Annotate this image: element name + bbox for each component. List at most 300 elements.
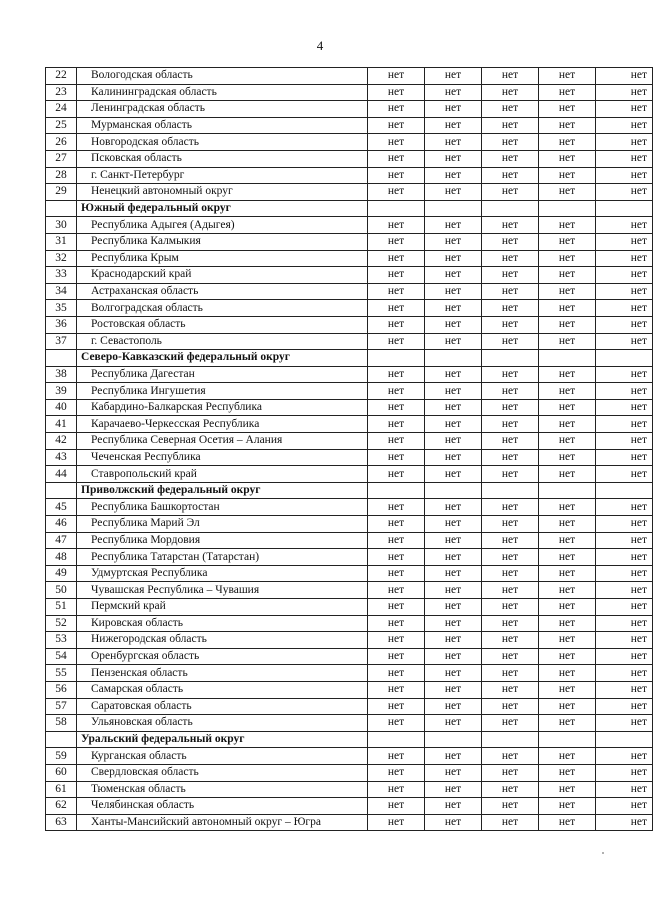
row-number: 50 bbox=[46, 582, 77, 599]
value-cell: нет bbox=[368, 449, 425, 466]
value-cell: нет bbox=[425, 101, 482, 118]
row-number: 44 bbox=[46, 466, 77, 483]
region-row bbox=[46, 316, 653, 333]
empty-cell bbox=[368, 200, 425, 217]
value-cell: нет bbox=[596, 599, 653, 616]
value-cell: нет bbox=[425, 150, 482, 167]
empty-cell bbox=[482, 200, 539, 217]
region-row bbox=[46, 217, 653, 234]
region-row bbox=[46, 134, 653, 151]
row-number: 53 bbox=[46, 632, 77, 649]
value-cell: нет bbox=[482, 798, 539, 815]
region-row bbox=[46, 117, 653, 134]
region-row bbox=[46, 283, 653, 300]
value-cell: нет bbox=[368, 250, 425, 267]
region-name: Республика Калмыкия bbox=[77, 233, 368, 250]
row-number: 30 bbox=[46, 217, 77, 234]
empty-cell bbox=[539, 350, 596, 367]
value-cell: нет bbox=[539, 648, 596, 665]
row-number: 56 bbox=[46, 681, 77, 698]
value-cell: нет bbox=[596, 516, 653, 533]
value-cell: нет bbox=[368, 267, 425, 284]
value-cell: нет bbox=[425, 516, 482, 533]
region-name: Республика Марий Эл bbox=[77, 516, 368, 533]
region-row bbox=[46, 565, 653, 582]
region-row bbox=[46, 582, 653, 599]
row-number: 58 bbox=[46, 715, 77, 732]
value-cell: нет bbox=[596, 150, 653, 167]
value-cell: нет bbox=[482, 466, 539, 483]
value-cell: нет bbox=[482, 582, 539, 599]
region-name: Ленинградская область bbox=[77, 101, 368, 118]
value-cell: нет bbox=[539, 632, 596, 649]
region-row bbox=[46, 333, 653, 350]
empty-cell bbox=[368, 350, 425, 367]
row-number: 48 bbox=[46, 549, 77, 566]
page-number: 4 bbox=[316, 38, 324, 53]
row-number: 35 bbox=[46, 300, 77, 317]
value-cell: нет bbox=[425, 632, 482, 649]
value-cell: нет bbox=[539, 150, 596, 167]
value-cell: нет bbox=[482, 433, 539, 450]
value-cell: нет bbox=[368, 383, 425, 400]
value-cell: нет bbox=[539, 250, 596, 267]
value-cell: нет bbox=[368, 698, 425, 715]
value-cell: нет bbox=[368, 648, 425, 665]
value-cell: нет bbox=[482, 698, 539, 715]
value-cell: нет bbox=[425, 233, 482, 250]
row-number: 45 bbox=[46, 499, 77, 516]
value-cell: нет bbox=[596, 615, 653, 632]
value-cell: нет bbox=[482, 632, 539, 649]
region-name: Оренбургская область bbox=[77, 648, 368, 665]
region-row bbox=[46, 516, 653, 533]
value-cell: нет bbox=[596, 333, 653, 350]
value-cell: нет bbox=[425, 267, 482, 284]
region-name: Пермский край bbox=[77, 599, 368, 616]
region-row bbox=[46, 449, 653, 466]
region-name: Республика Адыгея (Адыгея) bbox=[77, 217, 368, 234]
value-cell: нет bbox=[596, 433, 653, 450]
value-cell: нет bbox=[596, 68, 653, 85]
value-cell: нет bbox=[482, 499, 539, 516]
district-header-row bbox=[46, 350, 653, 367]
value-cell: нет bbox=[482, 316, 539, 333]
region-row bbox=[46, 433, 653, 450]
value-cell: нет bbox=[482, 267, 539, 284]
value-cell: нет bbox=[425, 466, 482, 483]
value-cell: нет bbox=[368, 333, 425, 350]
scan-artifact bbox=[602, 852, 604, 854]
value-cell: нет bbox=[425, 217, 482, 234]
region-row bbox=[46, 267, 653, 284]
row-number: 52 bbox=[46, 615, 77, 632]
row-number: 51 bbox=[46, 599, 77, 616]
region-row bbox=[46, 681, 653, 698]
value-cell: нет bbox=[368, 549, 425, 566]
row-number: 57 bbox=[46, 698, 77, 715]
value-cell: нет bbox=[596, 632, 653, 649]
empty-cell bbox=[539, 482, 596, 499]
value-cell: нет bbox=[482, 549, 539, 566]
value-cell: нет bbox=[482, 150, 539, 167]
value-cell: нет bbox=[368, 499, 425, 516]
value-cell: нет bbox=[425, 715, 482, 732]
empty-cell bbox=[596, 482, 653, 499]
value-cell: нет bbox=[425, 68, 482, 85]
value-cell: нет bbox=[368, 117, 425, 134]
region-row bbox=[46, 68, 653, 85]
value-cell: нет bbox=[425, 300, 482, 317]
region-name: Курганская область bbox=[77, 748, 368, 765]
value-cell: нет bbox=[539, 399, 596, 416]
district-header-row bbox=[46, 482, 653, 499]
value-cell: нет bbox=[368, 582, 425, 599]
value-cell: нет bbox=[596, 549, 653, 566]
value-cell: нет bbox=[425, 117, 482, 134]
region-row bbox=[46, 698, 653, 715]
value-cell: нет bbox=[368, 599, 425, 616]
region-row bbox=[46, 101, 653, 118]
region-name: г. Санкт-Петербург bbox=[77, 167, 368, 184]
value-cell: нет bbox=[596, 134, 653, 151]
value-cell: нет bbox=[482, 333, 539, 350]
value-cell: нет bbox=[425, 416, 482, 433]
value-cell: нет bbox=[596, 316, 653, 333]
region-row bbox=[46, 814, 653, 831]
region-name: Новгородская область bbox=[77, 134, 368, 151]
value-cell: нет bbox=[482, 383, 539, 400]
value-cell: нет bbox=[425, 549, 482, 566]
value-cell: нет bbox=[596, 715, 653, 732]
value-cell: нет bbox=[425, 648, 482, 665]
value-cell: нет bbox=[482, 665, 539, 682]
region-name: Челябинская область bbox=[77, 798, 368, 815]
value-cell: нет bbox=[425, 698, 482, 715]
row-number: 59 bbox=[46, 748, 77, 765]
region-name: Ульяновская область bbox=[77, 715, 368, 732]
row-number-cell bbox=[46, 731, 77, 748]
row-number: 28 bbox=[46, 167, 77, 184]
value-cell: нет bbox=[425, 599, 482, 616]
value-cell: нет bbox=[482, 416, 539, 433]
value-cell: нет bbox=[482, 134, 539, 151]
value-cell: нет bbox=[425, 399, 482, 416]
row-number: 43 bbox=[46, 449, 77, 466]
region-row bbox=[46, 184, 653, 201]
region-name: Мурманская область bbox=[77, 117, 368, 134]
value-cell: нет bbox=[482, 167, 539, 184]
row-number: 31 bbox=[46, 233, 77, 250]
row-number: 38 bbox=[46, 366, 77, 383]
value-cell: нет bbox=[368, 184, 425, 201]
region-name: г. Севастополь bbox=[77, 333, 368, 350]
value-cell: нет bbox=[482, 814, 539, 831]
region-row bbox=[46, 250, 653, 267]
value-cell: нет bbox=[368, 134, 425, 151]
value-cell: нет bbox=[539, 615, 596, 632]
region-name: Ставропольский край bbox=[77, 466, 368, 483]
row-number: 55 bbox=[46, 665, 77, 682]
value-cell: нет bbox=[425, 499, 482, 516]
region-row bbox=[46, 233, 653, 250]
value-cell: нет bbox=[425, 781, 482, 798]
value-cell: нет bbox=[539, 366, 596, 383]
value-cell: нет bbox=[425, 283, 482, 300]
value-cell: нет bbox=[368, 615, 425, 632]
region-name: Ненецкий автономный округ bbox=[77, 184, 368, 201]
value-cell: нет bbox=[596, 565, 653, 582]
value-cell: нет bbox=[596, 416, 653, 433]
value-cell: нет bbox=[368, 715, 425, 732]
value-cell: нет bbox=[425, 449, 482, 466]
value-cell: нет bbox=[482, 648, 539, 665]
district-name: Южный федеральный округ bbox=[77, 200, 368, 217]
value-cell: нет bbox=[425, 814, 482, 831]
value-cell: нет bbox=[539, 565, 596, 582]
value-cell: нет bbox=[425, 184, 482, 201]
value-cell: нет bbox=[482, 184, 539, 201]
region-row bbox=[46, 532, 653, 549]
value-cell: нет bbox=[596, 781, 653, 798]
region-row bbox=[46, 466, 653, 483]
region-name: Ханты-Мансийский автономный округ – Югра bbox=[77, 814, 368, 831]
value-cell: нет bbox=[539, 549, 596, 566]
value-cell: нет bbox=[539, 233, 596, 250]
value-cell: нет bbox=[368, 814, 425, 831]
value-cell: нет bbox=[596, 283, 653, 300]
row-number: 23 bbox=[46, 84, 77, 101]
value-cell: нет bbox=[539, 134, 596, 151]
region-name: Астраханская область bbox=[77, 283, 368, 300]
value-cell: нет bbox=[596, 466, 653, 483]
value-cell: нет bbox=[482, 283, 539, 300]
row-number: 60 bbox=[46, 764, 77, 781]
row-number: 40 bbox=[46, 399, 77, 416]
value-cell: нет bbox=[368, 101, 425, 118]
value-cell: нет bbox=[596, 698, 653, 715]
region-row bbox=[46, 499, 653, 516]
region-row bbox=[46, 781, 653, 798]
value-cell: нет bbox=[482, 532, 539, 549]
value-cell: нет bbox=[539, 184, 596, 201]
region-name: Краснодарский край bbox=[77, 267, 368, 284]
value-cell: нет bbox=[368, 84, 425, 101]
region-name: Свердловская область bbox=[77, 764, 368, 781]
value-cell: нет bbox=[425, 615, 482, 632]
region-name: Республика Дагестан bbox=[77, 366, 368, 383]
value-cell: нет bbox=[425, 316, 482, 333]
value-cell: нет bbox=[425, 565, 482, 582]
value-cell: нет bbox=[596, 233, 653, 250]
row-number: 37 bbox=[46, 333, 77, 350]
row-number: 25 bbox=[46, 117, 77, 134]
district-name: Северо-Кавказский федеральный округ bbox=[77, 350, 368, 367]
region-row bbox=[46, 665, 653, 682]
value-cell: нет bbox=[539, 698, 596, 715]
region-name: Самарская область bbox=[77, 681, 368, 698]
value-cell: нет bbox=[368, 781, 425, 798]
value-cell: нет bbox=[596, 84, 653, 101]
value-cell: нет bbox=[482, 449, 539, 466]
value-cell: нет bbox=[596, 399, 653, 416]
value-cell: нет bbox=[596, 814, 653, 831]
value-cell: нет bbox=[596, 184, 653, 201]
value-cell: нет bbox=[368, 764, 425, 781]
value-cell: нет bbox=[482, 117, 539, 134]
value-cell: нет bbox=[596, 449, 653, 466]
empty-cell bbox=[596, 200, 653, 217]
value-cell: нет bbox=[425, 764, 482, 781]
region-row bbox=[46, 615, 653, 632]
regions-table-body bbox=[46, 68, 653, 831]
value-cell: нет bbox=[368, 283, 425, 300]
value-cell: нет bbox=[539, 383, 596, 400]
region-row bbox=[46, 300, 653, 317]
region-name: Чувашская Республика – Чувашия bbox=[77, 582, 368, 599]
value-cell: нет bbox=[596, 267, 653, 284]
value-cell: нет bbox=[596, 499, 653, 516]
value-cell: нет bbox=[368, 532, 425, 549]
region-row bbox=[46, 383, 653, 400]
value-cell: нет bbox=[368, 68, 425, 85]
value-cell: нет bbox=[425, 366, 482, 383]
value-cell: нет bbox=[482, 233, 539, 250]
value-cell: нет bbox=[482, 101, 539, 118]
row-number: 49 bbox=[46, 565, 77, 582]
value-cell: нет bbox=[425, 433, 482, 450]
value-cell: нет bbox=[596, 532, 653, 549]
region-name: Волгоградская область bbox=[77, 300, 368, 317]
district-header-row bbox=[46, 200, 653, 217]
region-row bbox=[46, 150, 653, 167]
empty-cell bbox=[425, 731, 482, 748]
value-cell: нет bbox=[539, 217, 596, 234]
row-number-cell bbox=[46, 350, 77, 367]
value-cell: нет bbox=[368, 466, 425, 483]
empty-cell bbox=[482, 731, 539, 748]
region-row bbox=[46, 84, 653, 101]
value-cell: нет bbox=[425, 798, 482, 815]
region-row bbox=[46, 632, 653, 649]
value-cell: нет bbox=[368, 565, 425, 582]
row-number: 54 bbox=[46, 648, 77, 665]
region-name: Нижегородская область bbox=[77, 632, 368, 649]
row-number-cell bbox=[46, 200, 77, 217]
value-cell: нет bbox=[368, 681, 425, 698]
value-cell: нет bbox=[539, 333, 596, 350]
value-cell: нет bbox=[539, 316, 596, 333]
value-cell: нет bbox=[482, 366, 539, 383]
region-row bbox=[46, 416, 653, 433]
value-cell: нет bbox=[539, 665, 596, 682]
value-cell: нет bbox=[539, 449, 596, 466]
value-cell: нет bbox=[539, 599, 596, 616]
empty-cell bbox=[425, 350, 482, 367]
value-cell: нет bbox=[596, 748, 653, 765]
value-cell: нет bbox=[482, 68, 539, 85]
value-cell: нет bbox=[539, 681, 596, 698]
value-cell: нет bbox=[368, 433, 425, 450]
district-name: Приволжский федеральный округ bbox=[77, 482, 368, 499]
value-cell: нет bbox=[539, 582, 596, 599]
value-cell: нет bbox=[425, 383, 482, 400]
value-cell: нет bbox=[596, 250, 653, 267]
value-cell: нет bbox=[368, 316, 425, 333]
value-cell: нет bbox=[425, 582, 482, 599]
value-cell: нет bbox=[425, 665, 482, 682]
value-cell: нет bbox=[596, 665, 653, 682]
value-cell: нет bbox=[482, 84, 539, 101]
empty-cell bbox=[596, 350, 653, 367]
value-cell: нет bbox=[539, 416, 596, 433]
value-cell: нет bbox=[596, 383, 653, 400]
value-cell: нет bbox=[482, 300, 539, 317]
value-cell: нет bbox=[482, 217, 539, 234]
empty-cell bbox=[425, 200, 482, 217]
region-name: Ростовская область bbox=[77, 316, 368, 333]
value-cell: нет bbox=[425, 167, 482, 184]
row-number: 39 bbox=[46, 383, 77, 400]
row-number: 34 bbox=[46, 283, 77, 300]
region-row bbox=[46, 798, 653, 815]
value-cell: нет bbox=[482, 615, 539, 632]
value-cell: нет bbox=[539, 68, 596, 85]
value-cell: нет bbox=[596, 648, 653, 665]
row-number: 61 bbox=[46, 781, 77, 798]
row-number: 63 bbox=[46, 814, 77, 831]
region-name: Республика Татарстан (Татарстан) bbox=[77, 549, 368, 566]
region-name: Вологодская область bbox=[77, 68, 368, 85]
row-number: 33 bbox=[46, 267, 77, 284]
region-name: Кировская область bbox=[77, 615, 368, 632]
region-name: Калининградская область bbox=[77, 84, 368, 101]
row-number: 26 bbox=[46, 134, 77, 151]
value-cell: нет bbox=[482, 748, 539, 765]
row-number: 22 bbox=[46, 68, 77, 85]
region-row bbox=[46, 715, 653, 732]
value-cell: нет bbox=[596, 366, 653, 383]
row-number: 36 bbox=[46, 316, 77, 333]
value-cell: нет bbox=[596, 582, 653, 599]
region-name: Пензенская область bbox=[77, 665, 368, 682]
value-cell: нет bbox=[539, 101, 596, 118]
value-cell: нет bbox=[368, 516, 425, 533]
value-cell: нет bbox=[425, 84, 482, 101]
value-cell: нет bbox=[539, 798, 596, 815]
row-number-cell bbox=[46, 482, 77, 499]
value-cell: нет bbox=[368, 665, 425, 682]
value-cell: нет bbox=[482, 681, 539, 698]
empty-cell bbox=[425, 482, 482, 499]
region-name: Карачаево-Черкесская Республика bbox=[77, 416, 368, 433]
region-name: Псковская область bbox=[77, 150, 368, 167]
value-cell: нет bbox=[539, 516, 596, 533]
region-name: Тюменская область bbox=[77, 781, 368, 798]
value-cell: нет bbox=[368, 366, 425, 383]
region-row bbox=[46, 648, 653, 665]
value-cell: нет bbox=[539, 433, 596, 450]
row-number: 29 bbox=[46, 184, 77, 201]
value-cell: нет bbox=[539, 781, 596, 798]
region-row bbox=[46, 399, 653, 416]
empty-cell bbox=[368, 482, 425, 499]
value-cell: нет bbox=[482, 516, 539, 533]
row-number: 62 bbox=[46, 798, 77, 815]
value-cell: нет bbox=[368, 798, 425, 815]
value-cell: нет bbox=[596, 217, 653, 234]
region-row bbox=[46, 748, 653, 765]
